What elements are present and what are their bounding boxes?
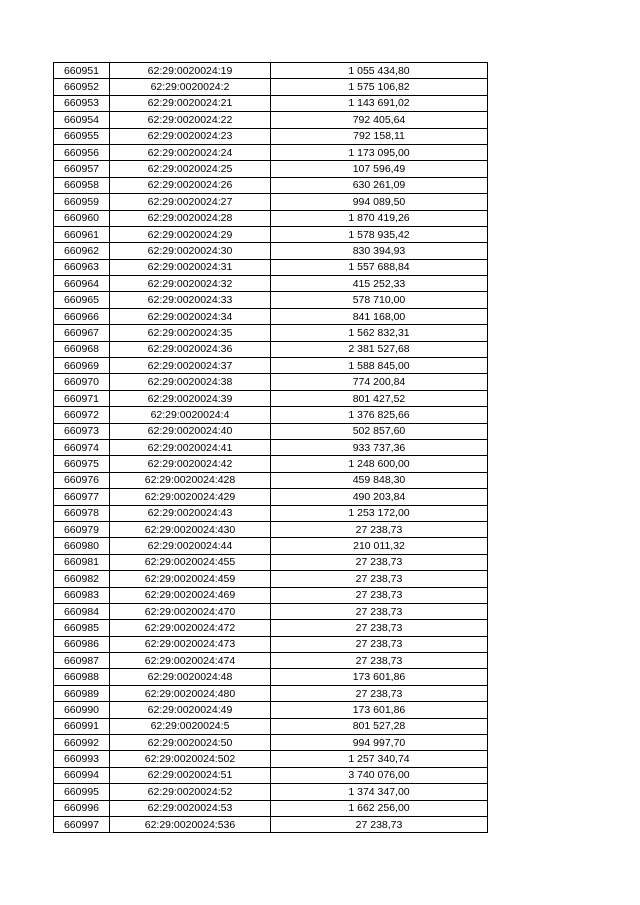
cadastral-value-cell: 1 557 688,84 — [271, 259, 488, 275]
cadastral-value-cell: 27 238,73 — [271, 587, 488, 603]
row-number-cell: 660981 — [54, 554, 110, 570]
cadastral-number-cell: 62:29:0020024:49 — [110, 702, 271, 718]
cadastral-number-cell: 62:29:0020024:472 — [110, 620, 271, 636]
cadastral-value-cell: 801 427,52 — [271, 390, 488, 406]
table-row — [54, 439, 488, 455]
cadastral-number-cell: 62:29:0020024:28 — [110, 210, 271, 226]
table-row — [54, 800, 488, 816]
cadastral-number-cell: 62:29:0020024:24 — [110, 144, 271, 160]
cadastral-number-cell: 62:29:0020024:430 — [110, 521, 271, 537]
cadastral-value-cell: 173 601,86 — [271, 702, 488, 718]
table-row — [54, 358, 488, 374]
row-number-cell: 660989 — [54, 685, 110, 701]
row-number-cell: 660958 — [54, 177, 110, 193]
cadastral-number-cell: 62:29:0020024:53 — [110, 800, 271, 816]
cadastral-value-cell: 1 253 172,00 — [271, 505, 488, 521]
cadastral-value-cell: 3 740 076,00 — [271, 767, 488, 783]
cadastral-number-cell: 62:29:0020024:41 — [110, 439, 271, 455]
cadastral-value-cell: 630 261,09 — [271, 177, 488, 193]
cadastral-number-cell: 62:29:0020024:474 — [110, 653, 271, 669]
cadastral-value-cell: 27 238,73 — [271, 571, 488, 587]
table-row — [54, 472, 488, 488]
cadastral-number-cell: 62:29:0020024:21 — [110, 95, 271, 111]
cadastral-value-cell: 27 238,73 — [271, 620, 488, 636]
cadastral-number-cell: 62:29:0020024:42 — [110, 456, 271, 472]
cadastral-value-cell: 27 238,73 — [271, 603, 488, 619]
row-number-cell: 660979 — [54, 521, 110, 537]
cadastral-value-cell: 490 203,84 — [271, 489, 488, 505]
cadastral-number-cell: 62:29:0020024:455 — [110, 554, 271, 570]
cadastral-number-cell: 62:29:0020024:37 — [110, 358, 271, 374]
cadastral-number-cell: 62:29:0020024:469 — [110, 587, 271, 603]
cadastral-value-cell: 1 578 935,42 — [271, 226, 488, 242]
table-row — [54, 292, 488, 308]
cadastral-number-cell: 62:29:0020024:51 — [110, 767, 271, 783]
cadastral-value-cell: 27 238,73 — [271, 816, 488, 832]
cadastral-value-cell: 1 376 825,66 — [271, 407, 488, 423]
table-row — [54, 95, 488, 111]
cadastral-value-cell: 1 248 600,00 — [271, 456, 488, 472]
row-number-cell: 660975 — [54, 456, 110, 472]
table-row — [54, 210, 488, 226]
row-number-cell: 660953 — [54, 95, 110, 111]
row-number-cell: 660952 — [54, 79, 110, 95]
table-row — [54, 685, 488, 701]
table-row — [54, 816, 488, 832]
table-row — [54, 603, 488, 619]
row-number-cell: 660971 — [54, 390, 110, 406]
cadastral-number-cell: 62:29:0020024:428 — [110, 472, 271, 488]
cadastral-value-cell: 1 588 845,00 — [271, 358, 488, 374]
row-number-cell: 660974 — [54, 439, 110, 455]
cadastral-value-cell: 27 238,73 — [271, 554, 488, 570]
cadastral-value-cell: 830 394,93 — [271, 243, 488, 259]
cadastral-value-cell: 459 848,30 — [271, 472, 488, 488]
table-row — [54, 587, 488, 603]
cadastral-number-cell: 62:29:0020024:25 — [110, 161, 271, 177]
cadastral-number-cell: 62:29:0020024:429 — [110, 489, 271, 505]
cadastral-number-cell: 62:29:0020024:470 — [110, 603, 271, 619]
table-row — [54, 767, 488, 783]
row-number-cell: 660964 — [54, 276, 110, 292]
table-row — [54, 112, 488, 128]
row-number-cell: 660961 — [54, 226, 110, 242]
cadastral-value-cell: 994 089,50 — [271, 194, 488, 210]
row-number-cell: 660986 — [54, 636, 110, 652]
table-row — [54, 505, 488, 521]
cadastral-number-cell: 62:29:0020024:52 — [110, 784, 271, 800]
table-row — [54, 308, 488, 324]
row-number-cell: 660962 — [54, 243, 110, 259]
row-number-cell: 660992 — [54, 735, 110, 751]
row-number-cell: 660993 — [54, 751, 110, 767]
table-row — [54, 407, 488, 423]
row-number-cell: 660973 — [54, 423, 110, 439]
row-number-cell: 660991 — [54, 718, 110, 734]
row-number-cell: 660995 — [54, 784, 110, 800]
cadastral-value-cell: 1 562 832,31 — [271, 325, 488, 341]
cadastral-value-cell: 933 737,36 — [271, 439, 488, 455]
table-row — [54, 161, 488, 177]
cadastral-number-cell: 62:29:0020024:5 — [110, 718, 271, 734]
row-number-cell: 660994 — [54, 767, 110, 783]
cadastral-value-cell: 994 997,70 — [271, 735, 488, 751]
cadastral-number-cell: 62:29:0020024:19 — [110, 63, 271, 79]
cadastral-value-cell: 2 381 527,68 — [271, 341, 488, 357]
cadastral-number-cell: 62:29:0020024:459 — [110, 571, 271, 587]
table-row — [54, 489, 488, 505]
table-row — [54, 735, 488, 751]
table-row — [54, 702, 488, 718]
table-row — [54, 276, 488, 292]
table-row — [54, 653, 488, 669]
cadastral-value-cell: 502 857,60 — [271, 423, 488, 439]
cadastral-number-cell: 62:29:0020024:30 — [110, 243, 271, 259]
row-number-cell: 660967 — [54, 325, 110, 341]
cadastral-number-cell: 62:29:0020024:2 — [110, 79, 271, 95]
cadastral-number-cell: 62:29:0020024:48 — [110, 669, 271, 685]
table-row — [54, 636, 488, 652]
document-page — [53, 62, 487, 833]
cadastral-number-cell: 62:29:0020024:50 — [110, 735, 271, 751]
row-number-cell: 660982 — [54, 571, 110, 587]
table-row — [54, 423, 488, 439]
cadastral-value-cell: 801 527,28 — [271, 718, 488, 734]
table-row — [54, 669, 488, 685]
row-number-cell: 660965 — [54, 292, 110, 308]
cadastral-number-cell: 62:29:0020024:23 — [110, 128, 271, 144]
row-number-cell: 660955 — [54, 128, 110, 144]
cadastral-number-cell: 62:29:0020024:536 — [110, 816, 271, 832]
row-number-cell: 660957 — [54, 161, 110, 177]
row-number-cell: 660983 — [54, 587, 110, 603]
cadastral-number-cell: 62:29:0020024:35 — [110, 325, 271, 341]
cadastral-value-cell: 1 143 691,02 — [271, 95, 488, 111]
row-number-cell: 660990 — [54, 702, 110, 718]
cadastral-value-cell: 173 601,86 — [271, 669, 488, 685]
row-number-cell: 660970 — [54, 374, 110, 390]
table-row — [54, 144, 488, 160]
cadastral-value-cell: 1 055 434,80 — [271, 63, 488, 79]
table-row — [54, 226, 488, 242]
cadastral-number-cell: 62:29:0020024:43 — [110, 505, 271, 521]
table-row — [54, 128, 488, 144]
table-row — [54, 718, 488, 734]
row-number-cell: 660969 — [54, 358, 110, 374]
table-row — [54, 63, 488, 79]
cadastral-value-cell: 1 173 095,00 — [271, 144, 488, 160]
cadastral-number-cell: 62:29:0020024:480 — [110, 685, 271, 701]
cadastral-number-cell: 62:29:0020024:473 — [110, 636, 271, 652]
row-number-cell: 660988 — [54, 669, 110, 685]
cadastral-number-cell: 62:29:0020024:33 — [110, 292, 271, 308]
row-number-cell: 660984 — [54, 603, 110, 619]
table-row — [54, 620, 488, 636]
cadastral-value-cell: 1 374 347,00 — [271, 784, 488, 800]
table-row — [54, 784, 488, 800]
cadastral-value-cell: 27 238,73 — [271, 653, 488, 669]
cadastral-value-cell: 27 238,73 — [271, 636, 488, 652]
cadastral-number-cell: 62:29:0020024:34 — [110, 308, 271, 324]
cadastral-number-cell: 62:29:0020024:502 — [110, 751, 271, 767]
cadastral-value-cell: 774 200,84 — [271, 374, 488, 390]
table-row — [54, 374, 488, 390]
cadastral-value-cell: 27 238,73 — [271, 521, 488, 537]
cadastral-value-cell: 841 168,00 — [271, 308, 488, 324]
cadastral-number-cell: 62:29:0020024:26 — [110, 177, 271, 193]
cadastral-number-cell: 62:29:0020024:22 — [110, 112, 271, 128]
row-number-cell: 660951 — [54, 63, 110, 79]
cadastral-value-cell: 415 252,33 — [271, 276, 488, 292]
row-number-cell: 660963 — [54, 259, 110, 275]
table-row — [54, 79, 488, 95]
row-number-cell: 660997 — [54, 816, 110, 832]
table-row — [54, 571, 488, 587]
row-number-cell: 660996 — [54, 800, 110, 816]
cadastral-number-cell: 62:29:0020024:44 — [110, 538, 271, 554]
cadastral-value-cell: 1 662 256,00 — [271, 800, 488, 816]
cadastral-value-table — [53, 62, 488, 833]
row-number-cell: 660980 — [54, 538, 110, 554]
row-number-cell: 660968 — [54, 341, 110, 357]
table-row — [54, 751, 488, 767]
row-number-cell: 660966 — [54, 308, 110, 324]
table-row — [54, 554, 488, 570]
cadastral-number-cell: 62:29:0020024:39 — [110, 390, 271, 406]
cadastral-number-cell: 62:29:0020024:4 — [110, 407, 271, 423]
row-number-cell: 660959 — [54, 194, 110, 210]
row-number-cell: 660976 — [54, 472, 110, 488]
table-row — [54, 341, 488, 357]
cadastral-number-cell: 62:29:0020024:32 — [110, 276, 271, 292]
cadastral-number-cell: 62:29:0020024:36 — [110, 341, 271, 357]
row-number-cell: 660960 — [54, 210, 110, 226]
cadastral-value-cell: 1 257 340,74 — [271, 751, 488, 767]
table-row — [54, 456, 488, 472]
table-row — [54, 538, 488, 554]
row-number-cell: 660985 — [54, 620, 110, 636]
row-number-cell: 660972 — [54, 407, 110, 423]
row-number-cell: 660956 — [54, 144, 110, 160]
table-row — [54, 521, 488, 537]
row-number-cell: 660987 — [54, 653, 110, 669]
cadastral-number-cell: 62:29:0020024:38 — [110, 374, 271, 390]
table-row — [54, 325, 488, 341]
table-row — [54, 259, 488, 275]
cadastral-value-cell: 792 158,11 — [271, 128, 488, 144]
table-row — [54, 177, 488, 193]
cadastral-number-cell: 62:29:0020024:27 — [110, 194, 271, 210]
cadastral-value-cell: 107 596,49 — [271, 161, 488, 177]
table-row — [54, 194, 488, 210]
cadastral-value-cell: 27 238,73 — [271, 685, 488, 701]
table-body — [54, 63, 488, 833]
table-row — [54, 243, 488, 259]
cadastral-value-cell: 792 405,64 — [271, 112, 488, 128]
cadastral-value-cell: 1 575 106,82 — [271, 79, 488, 95]
cadastral-value-cell: 1 870 419,26 — [271, 210, 488, 226]
cadastral-number-cell: 62:29:0020024:29 — [110, 226, 271, 242]
row-number-cell: 660977 — [54, 489, 110, 505]
cadastral-number-cell: 62:29:0020024:31 — [110, 259, 271, 275]
cadastral-number-cell: 62:29:0020024:40 — [110, 423, 271, 439]
row-number-cell: 660978 — [54, 505, 110, 521]
table-row — [54, 390, 488, 406]
row-number-cell: 660954 — [54, 112, 110, 128]
cadastral-value-cell: 578 710,00 — [271, 292, 488, 308]
cadastral-value-cell: 210 011,32 — [271, 538, 488, 554]
